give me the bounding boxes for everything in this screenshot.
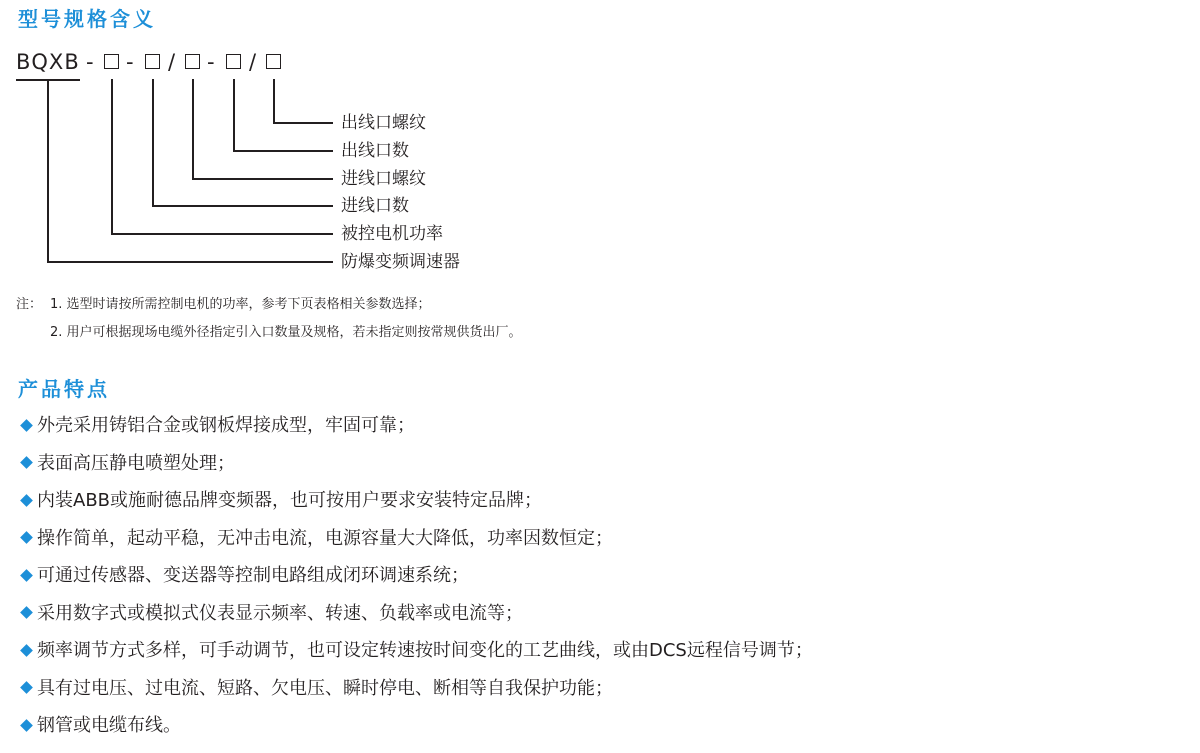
legend-product-name: 防爆变频调速器 xyxy=(341,252,460,272)
connector-line xyxy=(233,150,333,152)
diamond-bullet-icon xyxy=(20,419,33,432)
feature-item xyxy=(18,412,813,450)
code-box-outlet-thread xyxy=(266,54,281,69)
feature-item xyxy=(18,450,813,488)
feature-text: 操作简单，起动平稳，无冲击电流，电源容量大大降低，功率因数恒定； xyxy=(37,527,613,549)
legend-outlet-count: 出线口数 xyxy=(341,141,409,161)
connector-line xyxy=(152,79,154,206)
code-box-inlet-count xyxy=(145,54,160,69)
feature-list xyxy=(18,412,813,750)
feature-text: 钢管或电缆布线。 xyxy=(37,715,181,736)
model-separator: - xyxy=(207,50,215,74)
connector-line xyxy=(273,79,275,123)
connector-line xyxy=(192,79,194,179)
feature-text: 表面高压静电喷塑处理； xyxy=(37,452,235,474)
diamond-bullet-icon xyxy=(20,719,33,732)
legend-inlet-thread: 进线口螺纹 xyxy=(341,169,426,189)
feature-text: 外壳采用铸铝合金或钢板焊接成型，牢固可靠； xyxy=(37,415,415,436)
connector-line xyxy=(111,79,113,234)
feature-item xyxy=(18,562,813,600)
code-box-outlet-count xyxy=(226,54,241,69)
feature-item xyxy=(18,525,813,563)
model-separator: / xyxy=(249,50,257,74)
connector-line xyxy=(111,233,333,235)
connector-line xyxy=(47,261,333,263)
model-separator: - xyxy=(86,50,94,74)
connector-line xyxy=(47,79,49,262)
diamond-bullet-icon xyxy=(20,569,33,582)
feature-item xyxy=(18,600,813,638)
feature-text: 具有过电压、过电流、短路、欠电压、瞬时停电、断相等自我保护功能； xyxy=(37,677,613,699)
notes-prefix: 注： xyxy=(16,297,43,312)
legend-motor-power: 被控电机功率 xyxy=(341,224,443,244)
connector-line xyxy=(152,205,333,207)
model-prefix: BQXB xyxy=(16,50,80,74)
legend-inlet-count: 进线口数 xyxy=(341,196,409,216)
model-separator: - xyxy=(126,50,134,74)
model-separator: / xyxy=(168,50,176,74)
section-title-features: 产品特点 xyxy=(18,377,110,401)
feature-item xyxy=(18,675,813,713)
diamond-bullet-icon xyxy=(20,531,33,544)
diamond-bullet-icon xyxy=(20,456,33,469)
connector-line xyxy=(192,178,333,180)
section-title-model-spec: 型号规格含义 xyxy=(18,7,156,31)
connector-line xyxy=(233,79,235,151)
feature-item xyxy=(18,712,813,750)
feature-text: 可通过传感器、变送器等控制电路组成闭环调速系统； xyxy=(37,565,469,586)
diamond-bullet-icon xyxy=(20,681,33,694)
diamond-bullet-icon xyxy=(20,644,33,657)
feature-text: 频率调节方式多样，可手动调节，也可设定转速按时间变化的工艺曲线，或由DCS远程信号调节； xyxy=(37,640,813,661)
code-box-inlet-thread xyxy=(185,54,200,69)
code-box-motor-power xyxy=(104,54,119,69)
feature-text: 采用数字式或模拟式仪表显示频率、转速、负载率或电流等； xyxy=(37,602,523,624)
model-code-diagram xyxy=(0,0,520,290)
feature-item xyxy=(18,487,813,525)
feature-item xyxy=(18,637,813,675)
legend-outlet-thread: 出线口螺纹 xyxy=(341,113,426,133)
diamond-bullet-icon xyxy=(20,606,33,619)
connector-line xyxy=(273,122,333,124)
feature-text: 内装ABB或施耐德品牌变频器，也可按用户要求安装特定品牌； xyxy=(37,490,543,511)
note-item: 1. 选型时请按所需控制电机的功率，参考下页表格相关参数选择； xyxy=(50,297,431,312)
diamond-bullet-icon xyxy=(20,494,33,507)
note-item: 2. 用户可根据现场电缆外径指定引入口数量及规格，若未指定则按常规供货出厂。 xyxy=(50,325,522,340)
